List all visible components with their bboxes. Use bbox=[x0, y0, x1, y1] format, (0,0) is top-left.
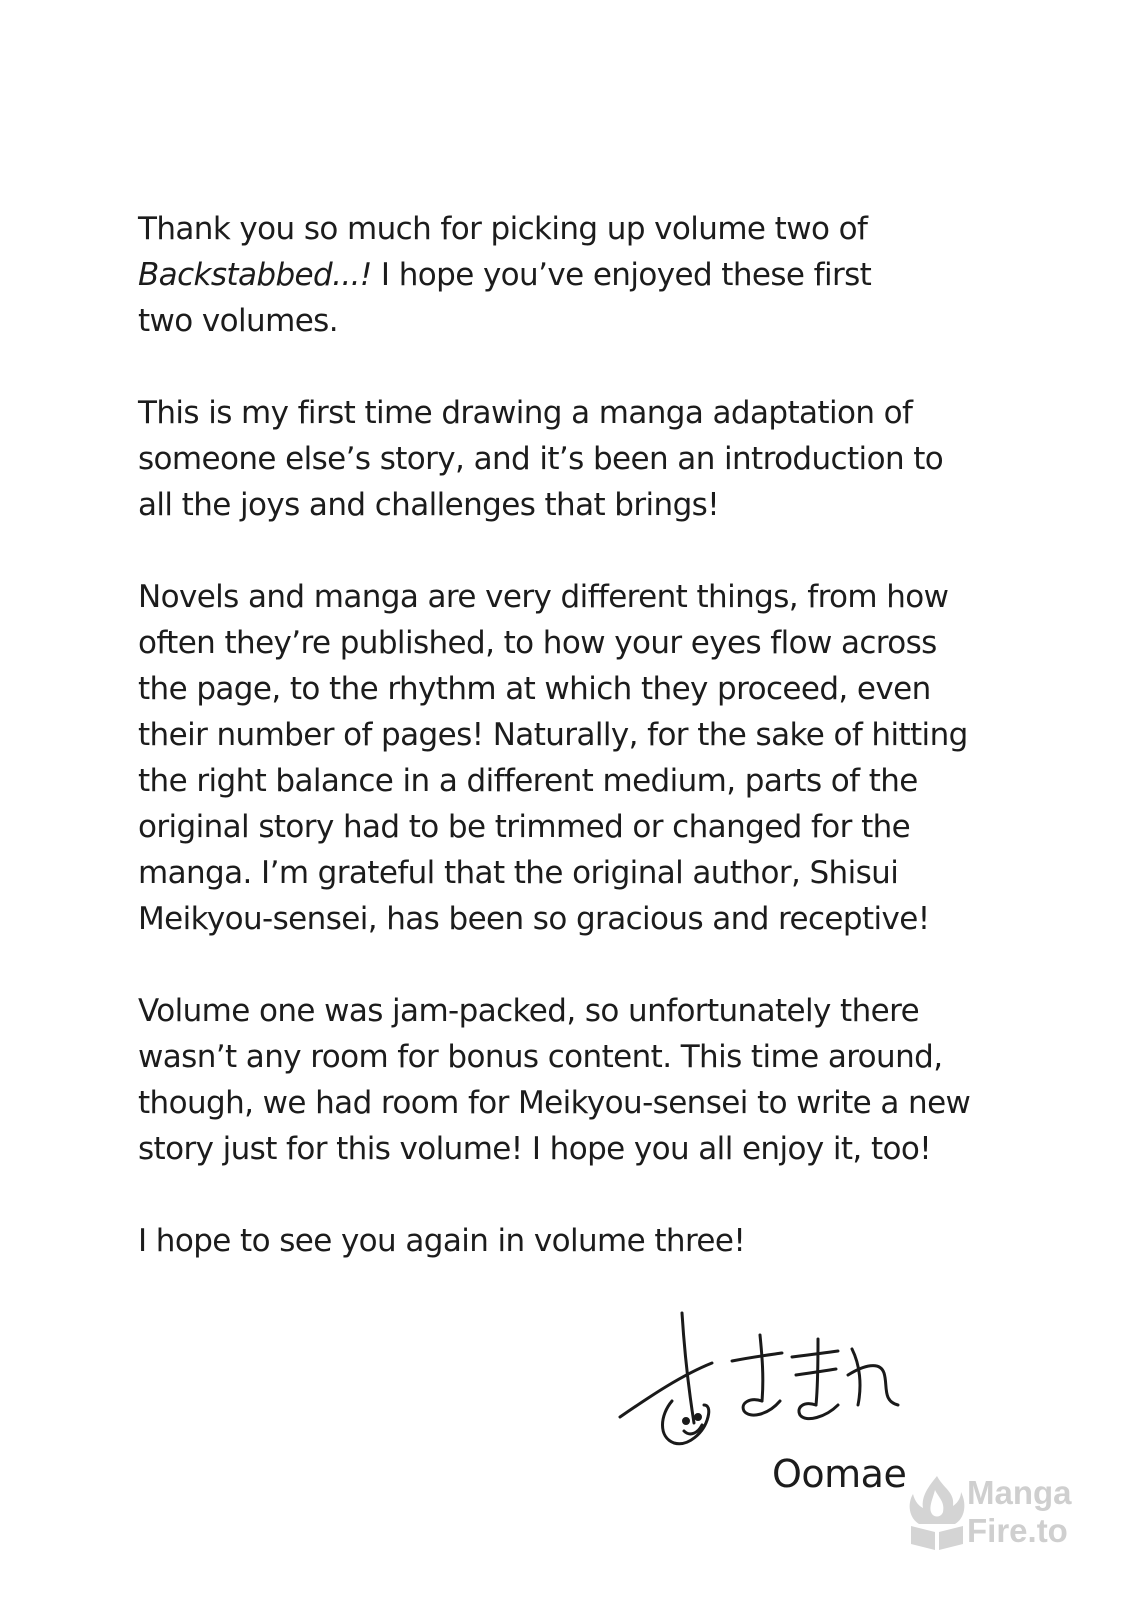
letter-line: Meikyou-sensei, has been so gracious and receptive! bbox=[138, 901, 930, 937]
flame-book-icon bbox=[905, 1474, 969, 1552]
letter-line: This is my first time drawing a manga adaptation of bbox=[138, 395, 913, 431]
letter-line: often they’re published, to how your eyes flow across bbox=[138, 625, 937, 661]
paragraph-1 bbox=[138, 206, 968, 344]
watermark-text bbox=[967, 1474, 1072, 1550]
paragraph-4 bbox=[138, 988, 971, 1172]
letter-line: the right balance in a different medium, parts of the bbox=[138, 763, 918, 799]
watermark-line-2: Fire.to bbox=[967, 1512, 1068, 1549]
watermark-line-1: Manga bbox=[967, 1474, 1072, 1511]
letter-line: the page, to the rhythm at which they proceed, even bbox=[138, 671, 931, 707]
letter-line: all the joys and challenges that brings! bbox=[138, 487, 720, 523]
book-title: Backstabbed...! bbox=[138, 257, 372, 293]
letter-line-rest: I hope you’ve enjoyed these first bbox=[371, 257, 872, 293]
letter-line: their number of pages! Naturally, for the sake of hitting bbox=[138, 717, 968, 753]
paragraph-5 bbox=[138, 1218, 968, 1264]
letter-line bbox=[138, 252, 968, 298]
letter-line: I hope to see you again in volume three! bbox=[138, 1223, 746, 1259]
paragraph-3 bbox=[138, 574, 968, 942]
paragraph-2 bbox=[138, 390, 968, 528]
letter-line: wasn’t any room for bonus content. This time around, bbox=[138, 1039, 943, 1075]
letter-line: original story had to be trimmed or changed for the bbox=[138, 809, 911, 845]
letter-line: story just for this volume! I hope you all enjoy it, too! bbox=[138, 1131, 932, 1167]
signature-name: Oomae bbox=[772, 1452, 907, 1496]
letter-line: Volume one was jam-packed, so unfortunately there bbox=[138, 993, 920, 1029]
afterword-letter bbox=[138, 206, 971, 1310]
handwritten-signature bbox=[612, 1305, 912, 1465]
letter-line: manga. I’m grateful that the original author, Shisui bbox=[138, 855, 899, 891]
site-watermark bbox=[905, 1470, 1105, 1560]
letter-line: Thank you so much for picking up volume two of bbox=[138, 211, 868, 247]
letter-line: though, we had room for Meikyou-sensei to write a new bbox=[138, 1085, 971, 1121]
letter-line: Novels and manga are very different things, from how bbox=[138, 579, 949, 615]
letter-line: someone else’s story, and it’s been an introduction to bbox=[138, 441, 944, 477]
letter-line: two volumes. bbox=[138, 303, 338, 339]
